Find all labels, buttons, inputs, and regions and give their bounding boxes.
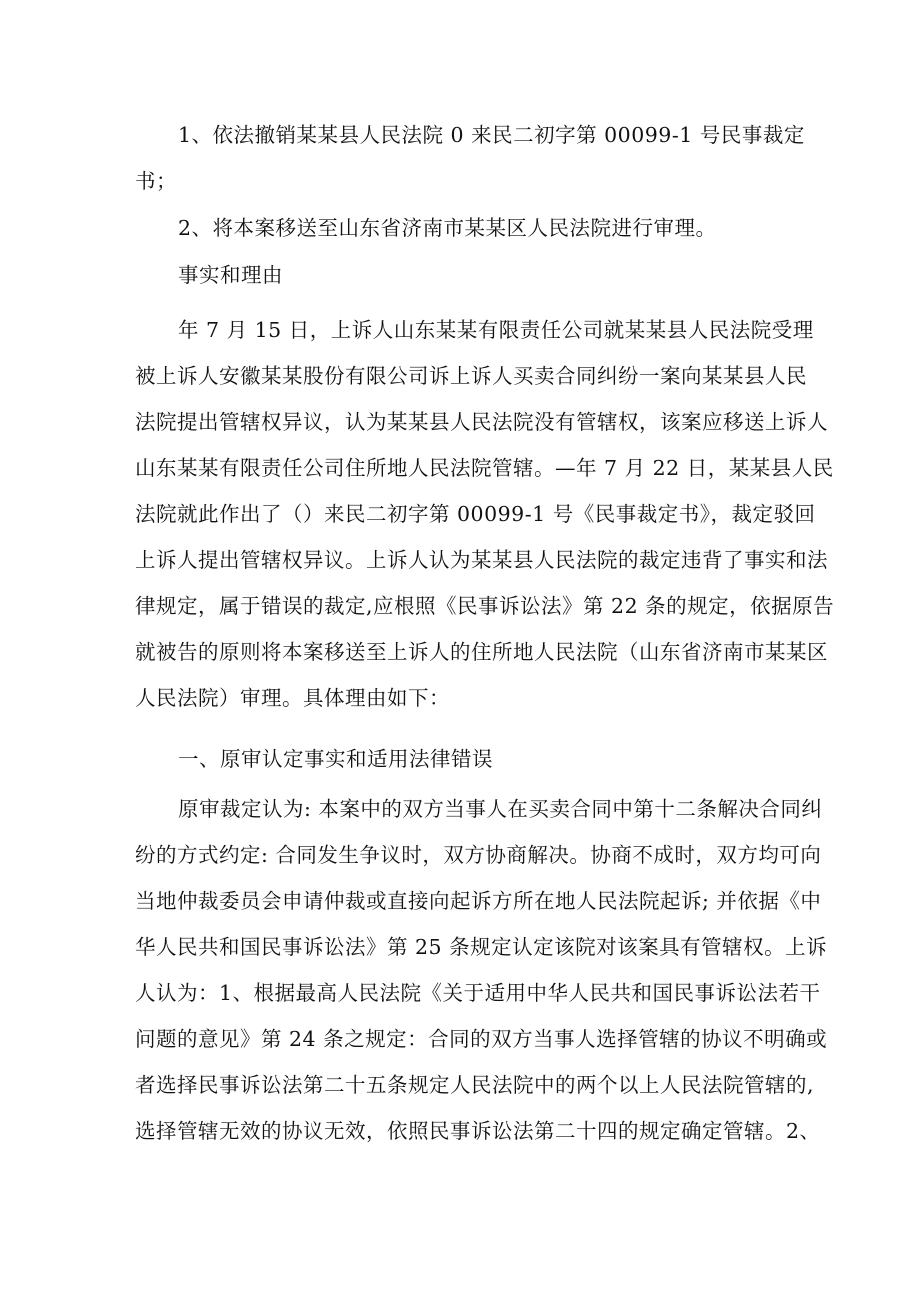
paragraph-4-line-1: 年 7 月 15 日，上诉人山东某某有限责任公司就某某县人民法院受理 (178, 318, 814, 342)
paragraph-6-line-3: 当地仲裁委员会申请仲裁或直接向起诉方所在地人民法院起诉; 并依据《中 (135, 889, 822, 913)
paragraph-6-line-6: 问题的意见》第 24 条之规定：合同的双方当事人选择管辖的协议不明确或 (135, 1027, 828, 1051)
section-heading-facts-reasons: 事实和理由 (178, 263, 283, 287)
paragraph-4-line-7: 律规定，属于错误的裁定,应根照《民事诉讼法》第 22 条的规定，依据原告 (135, 594, 835, 618)
paragraph-6-line-2: 纷的方式约定: 合同发生争议时，双方协商解决。协商不成时，双方均可向 (135, 843, 822, 867)
paragraph-2-line-1: 2、将本案移送至山东省济南市某某区人民法院进行审理。 (178, 216, 717, 240)
paragraph-6-line-4: 华人民共和国民事诉讼法》第 25 条规定认定该院对该案具有管辖权。上诉 (135, 935, 828, 959)
paragraph-1-line-1: 1、依法撤销某某县人民法院 0 来民二初字第 00099-1 号民事裁定 (178, 123, 805, 147)
paragraph-1-line-2: 书； (135, 169, 177, 193)
paragraph-4-line-5: 法院就此作出了（）来民二初字第 00099-1 号《民事裁定书》，裁定驳回 (135, 502, 816, 526)
paragraph-4-line-4: 山东某某有限责任公司住所地人民法院管辖。—年 7 月 22 日，某某县人民 (135, 456, 834, 480)
section-heading-1: 一、原审认定事实和适用法律错误 (178, 747, 493, 771)
paragraph-6-line-8: 选择管辖无效的协议无效，依照民事诉讼法第二十四的规定确定管辖。2、 (135, 1119, 821, 1143)
paragraph-4-line-3: 法院提出管辖权异议，认为某某县人民法院没有管辖权，该案应移送上诉人 (135, 410, 828, 434)
paragraph-4-line-9: 人民法院）审理。具体理由如下： (135, 686, 450, 710)
paragraph-4-line-2: 被上诉人安徽某某股份有限公司诉上诉人买卖合同纠纷一案向某某县人民 (135, 364, 807, 388)
paragraph-6-line-5: 人认为：1、根据最高人民法院《关于适用中华人民共和国民事诉讼法若干 (135, 981, 821, 1005)
paragraph-4-line-8: 就被告的原则将本案移送至上诉人的住所地人民法院（山东省济南市某某区 (135, 640, 828, 664)
paragraph-6-line-7: 者选择民事诉讼法第二十五条规定人民法院中的两个以上人民法院管辖的, (135, 1073, 815, 1097)
paragraph-4-line-6: 上诉人提出管辖权异议。上诉人认为某某县人民法院的裁定违背了事实和法 (135, 548, 828, 572)
paragraph-6-line-1: 原审裁定认为: 本案中的双方当事人在买卖合同中第十二条解决合同纠 (178, 797, 823, 821)
